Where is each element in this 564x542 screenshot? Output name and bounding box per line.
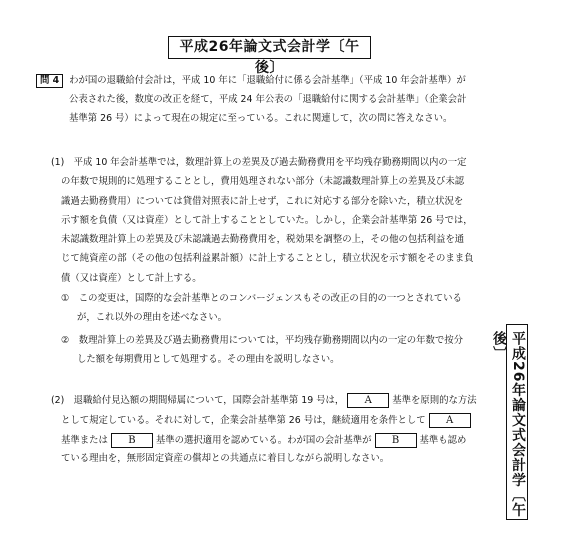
part1-line-1: (1) 平成 10 年会計基準では，数理計算上の差異及び過去勤務費用を平均残存勤務期間以内の一定 [51, 157, 467, 168]
blank-b: B [375, 433, 417, 448]
blank-a: A [429, 413, 471, 428]
part1-line-4: 示す額を負債（又は資産）として計上することとしていた。しかし，企業会計基準第 26 号では， [61, 215, 473, 226]
part2-line-3-tail: 基準も認め [419, 435, 467, 446]
side-label: 平成26年論文式会計学〔午後〕 [491, 331, 526, 518]
question-intro-text: わが国の退職給付会計は，平成 10 年に「退職給付に係る会計基準」（平成 10 年会計基準）が [69, 75, 466, 86]
part2-line-4: ている理由を，無形固定資産の償却との共通点に着目しながら説明しなさい。 [61, 453, 390, 464]
part2-line-1-text: (2) 退職給付見込額の期間帰属について，国際会計基準第 19 号は， [51, 395, 345, 406]
part2-line-2 [61, 413, 474, 428]
part2-line-1-tail: 基準を原則的な方法 [392, 395, 477, 406]
subquestion-2-line-2: した額を毎期費用として処理する。その理由を説明しなさい。 [77, 354, 340, 365]
question-intro-line-1 [36, 74, 466, 88]
part2-line-1 [51, 393, 477, 408]
blank-a: A [347, 393, 389, 408]
part2-line-3 [61, 433, 466, 448]
part2-line-3-text: 基準または [61, 435, 108, 446]
part1-line-7: 債（又は資産）として計上する。 [61, 273, 202, 284]
part1-line-3: 識過去勤務費用）については貸借対照表に計上せず，これに対応する部分を除いた，積立状況を [61, 196, 464, 207]
subquestion-2-line-1: ② 数理計算上の差異及び過去勤務費用については，平均残存勤務期間以内の一定の年数で按分 [61, 335, 463, 346]
side-label-box [491, 324, 528, 520]
part2-line-3-mid: 基準の選択適用を認めている。わが国の会計基準が [155, 435, 372, 446]
question-intro-line-2: 公表された後，数度の改正を経て，平成 24 年公表の「退職給付に関する会計基準」（企業会計 [69, 94, 467, 105]
part1-line-6: じて純資産の部（その他の包括利益累計額）に計上することとし，積立状況を示す額をそのまま負 [61, 253, 474, 264]
page-title: 平成26年論文式会計学〔午後〕 [168, 36, 371, 59]
blank-b: B [111, 433, 153, 448]
subquestion-1-line-2: が，これ以外の理由を述べなさい。 [77, 312, 228, 323]
subquestion-1-line-1: ① この変更は，国際的な会計基準とのコンバージェンスもその改正の目的の一つとされている [61, 293, 462, 304]
part2-line-2-text: として規定している。それに対して，企業会計基準第 26 号は，継続適用を条件として [61, 415, 426, 426]
part1-line-5: 未認識数理計算上の差異及び未認識過去勤務費用を，税効果を調整の上，その他の包括利益を通 [61, 234, 465, 245]
question-badge: 問 4 [36, 74, 63, 88]
part1-line-2: の年数で規則的に処理することとし，費用処理されない部分（未認識数理計算上の差異及び未認 [61, 176, 465, 187]
question-intro-line-3: 基準第 26 号）によって現在の規定に至っている。これに関連して，次の問に答えなさい。 [69, 113, 453, 124]
